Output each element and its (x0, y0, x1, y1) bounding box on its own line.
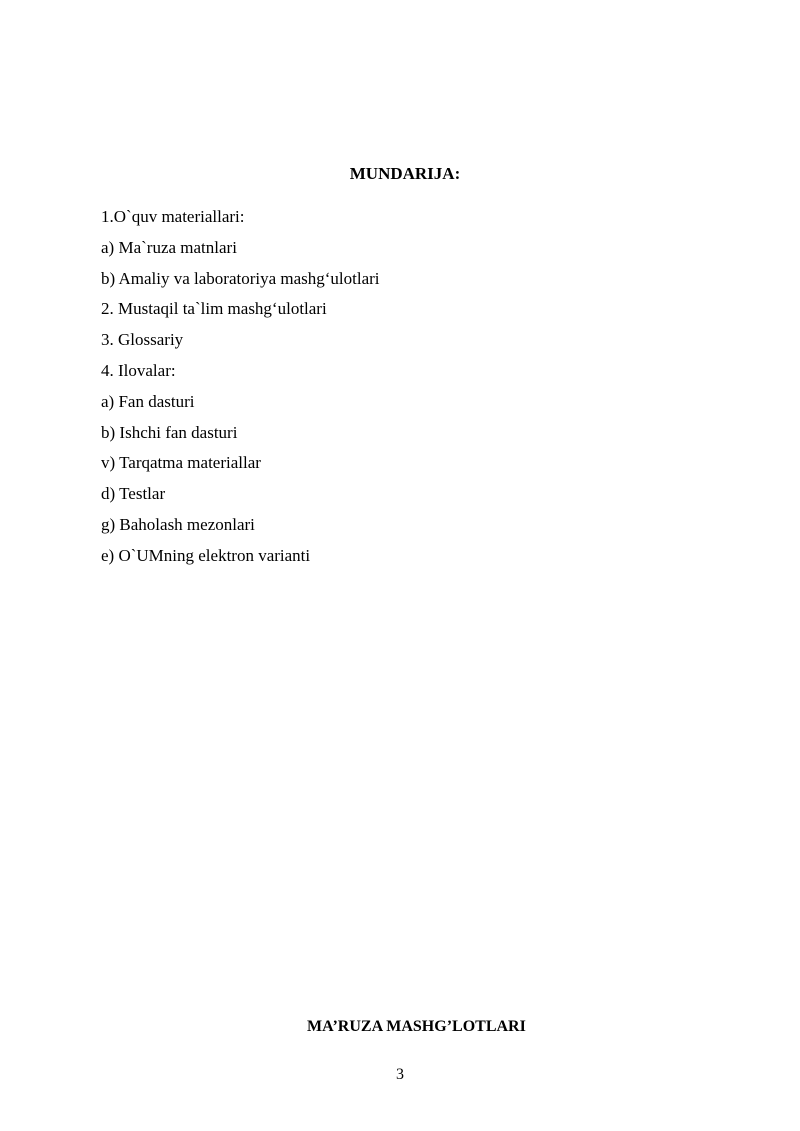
section-heading: MA’RUZA MASHG’LOTLARI (307, 1018, 526, 1035)
toc-item: d) Testlar (101, 484, 166, 504)
toc-title: MUNDARIJA: (349, 164, 461, 183)
toc-item: g) Baholash mezonlari (101, 514, 255, 534)
toc-item: b) Amaliy va laboratoriya mashg‘ulotlari (101, 268, 380, 288)
toc-item: 1.O`quv materiallari: (101, 207, 245, 226)
page-number: 3 (396, 1066, 404, 1083)
toc-item: 3. Glossariy (101, 330, 184, 350)
toc-item: a) Fan dasturi (101, 391, 195, 411)
toc-item: 2. Mustaqil ta`lim mashg‘ulotlari (101, 299, 327, 319)
toc-list (101, 206, 380, 576)
toc-item: v) Tarqatma materiallar (101, 453, 261, 473)
toc-item: e) O`UMning elektron varianti (101, 545, 311, 565)
toc-item: 4. Ilovalar: (101, 360, 176, 380)
toc-item: a) Ma`ruza matnlari (101, 237, 237, 257)
toc-item: b) Ishchi fan dasturi (101, 422, 238, 442)
